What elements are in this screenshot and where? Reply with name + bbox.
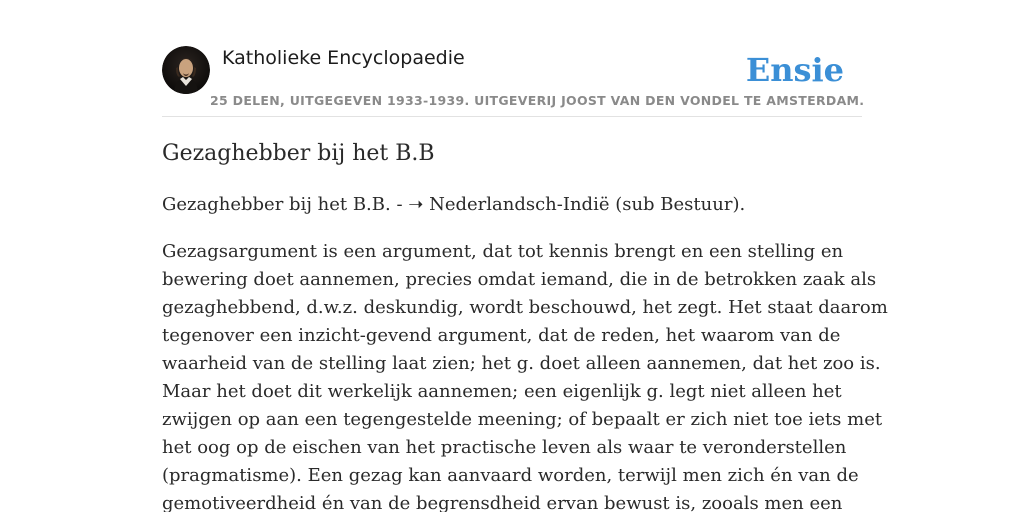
article-paragraph-reference bbox=[162, 191, 862, 219]
body-line: tegenover een inzicht-gevend argument, dat de reden, het waarom van de bbox=[162, 325, 841, 346]
body-line: het oog op de eischen van het practische leven als waar te veronderstellen bbox=[162, 437, 847, 458]
body-line: Gezagsargument is een argument, dat tot kennis brengt en een stelling en bbox=[162, 241, 844, 262]
reference-prefix: Gezaghebber bij het B.B. - bbox=[162, 194, 409, 215]
avatar[interactable] bbox=[162, 46, 210, 94]
site-subtitle: 25 DELEN, UITGEGEVEN 1933-1939. UITGEVERIJ JOOST VAN DEN VONDEL TE AMSTERDAM. bbox=[210, 93, 865, 108]
page-title: Gezaghebber bij het B.B bbox=[162, 141, 435, 166]
site-title[interactable]: Katholieke Encyclopaedie bbox=[222, 47, 465, 69]
body-line: gemotiveerdheid én van de begrensdheid ervan bewust is, zooals men een bbox=[162, 493, 843, 512]
body-line: zwijgen op aan een tegengestelde meening; of bepaalt er zich niet toe iets met bbox=[162, 409, 883, 430]
article bbox=[162, 136, 888, 512]
brand-logo-link[interactable]: Ensie bbox=[745, 51, 844, 89]
body-line: (pragmatisme). Een gezag kan aanvaard worden, terwijl men zich én van de bbox=[162, 465, 859, 486]
body-line: bewering doet aannemen, precies omdat iemand, die in de betrokken zaak als bbox=[162, 269, 877, 290]
article-paragraph-body bbox=[162, 238, 888, 512]
body-line: Maar het doet dit werkelijk aannemen; een eigenlijk g. legt niet alleen het bbox=[162, 381, 842, 402]
header bbox=[162, 46, 865, 117]
body-line: waarheid van de stelling laat zien; het g. doet alleen aannemen, dat het zoo is. bbox=[162, 353, 881, 374]
reference-link[interactable] bbox=[408, 194, 745, 215]
body-line: gezaghebbend, d.w.z. deskundig, wordt beschouwd, het zegt. Het staat daarom bbox=[162, 297, 888, 318]
arrow-icon: ➝ bbox=[408, 194, 424, 215]
reference-link-label: Nederlandsch-Indië (sub Bestuur). bbox=[423, 194, 746, 215]
